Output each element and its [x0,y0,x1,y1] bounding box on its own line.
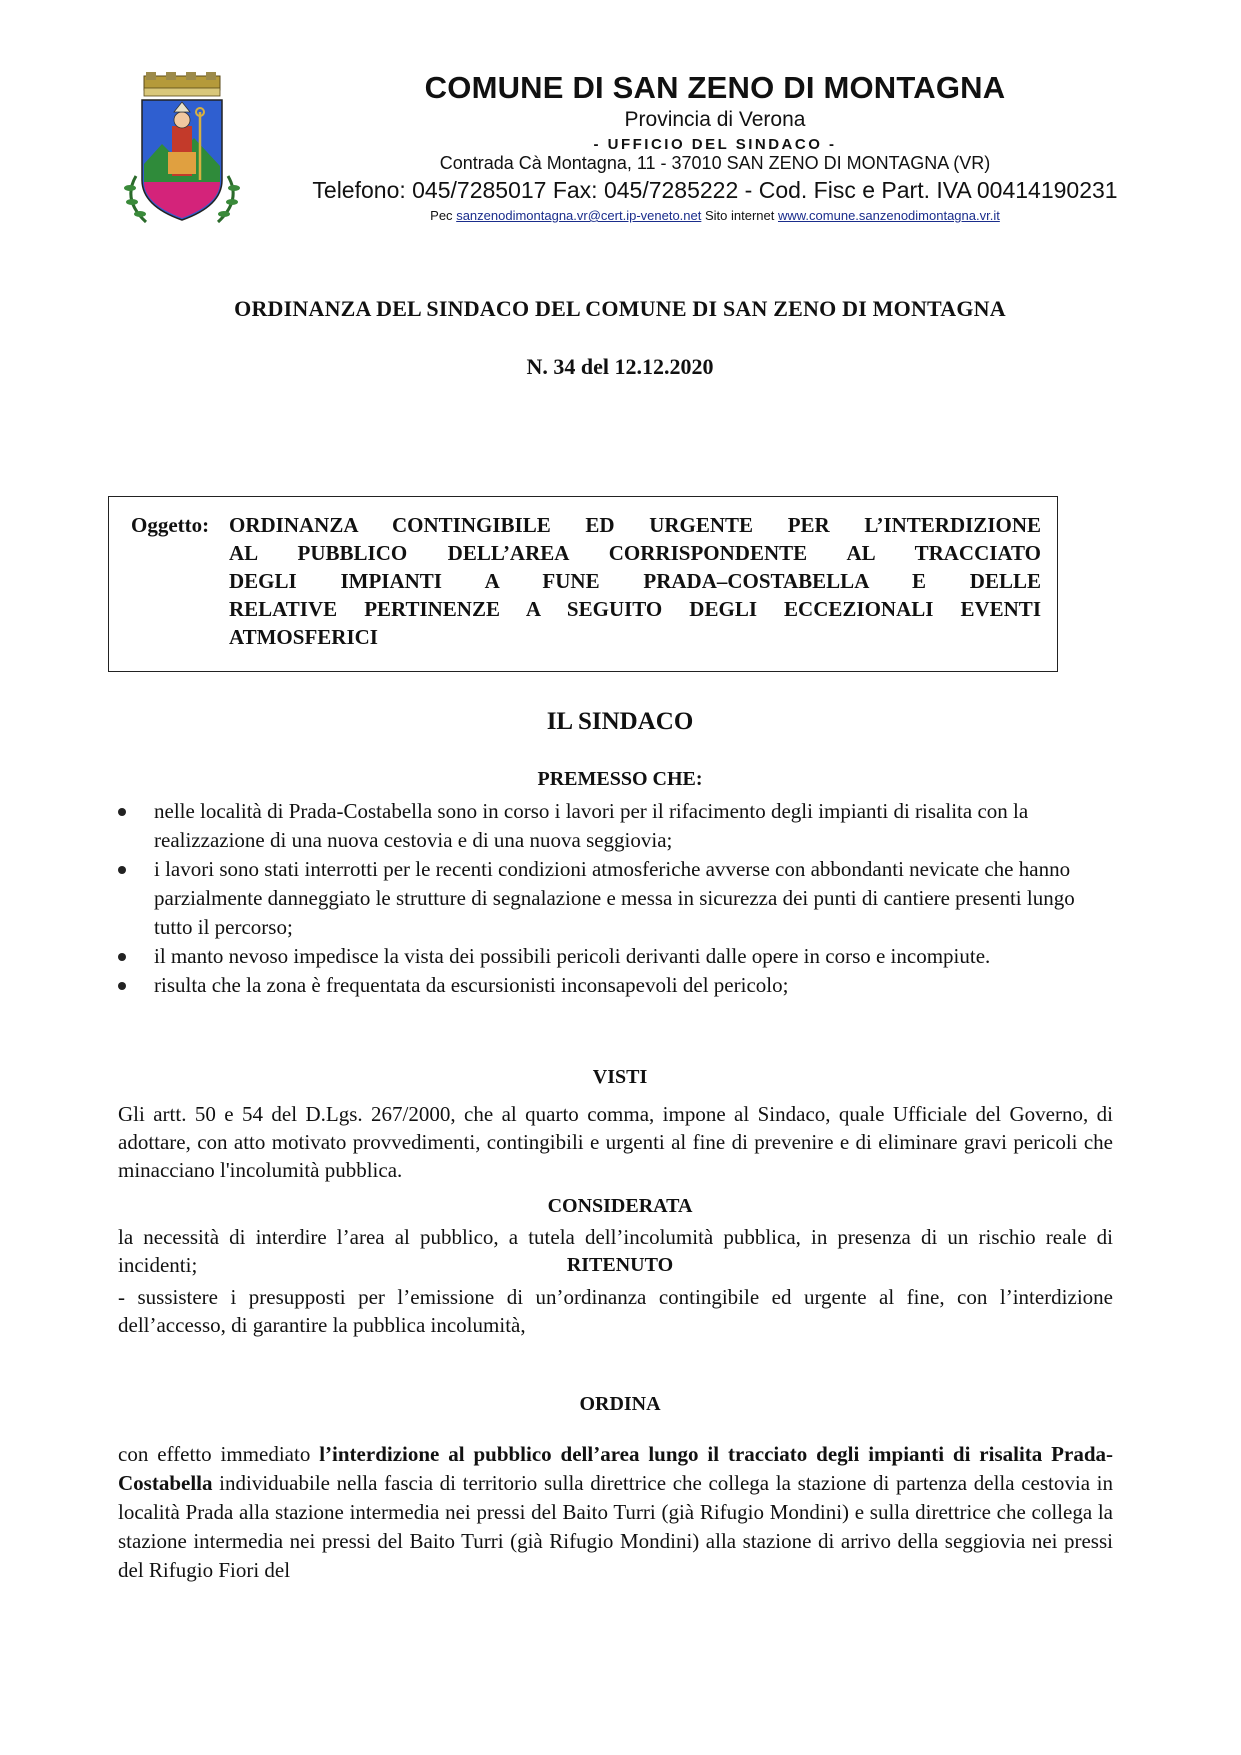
municipality-title: COMUNE DI SAN ZENO DI MONTAGNA [424,70,1006,105]
heading-considerata: CONSIDERATA [547,1195,693,1217]
ordina-intro: con effetto immediato [118,1442,311,1466]
ordina-rest: individuabile nella fascia di territorio sulla direttrice che collega la stazione di partenza della cestovia in località Prada alla stazione intermedia nei pressi del Baito Turri (già Rifugio Mondini) e sulla direttrice che collega la stazione intermedia nei pressi del Baito Turri (già Rifugio Mondini) alla stazione di arrivo della seggiovia nei pressi del Rifugio Fiori del [118,1471,1114,1582]
subject-label: Oggetto: [131,513,210,537]
list-item [112,855,1112,942]
visti-paragraph: Gli artt. 50 e 54 del D.Lgs. 267/2000, che al quarto comma, impone al Sindaco, quale Ufficiale del Governo, di adottare, con atto motivato provvedimenti, contingibili e urgenti al fine di prevenire e di eliminare gravi pericoli che minacciano l'incolumità pubblica. [118,1102,1113,1182]
heading-premesso: PREMESSO CHE: [537,768,703,790]
province-name: Provincia di Verona [624,108,806,131]
list-item [112,942,1112,971]
office-name: - UFFICIO DEL SINDACO - [593,136,837,153]
list-item [112,797,1112,855]
bullet-icon [118,953,126,961]
municipal-coat-of-arms-icon [116,72,248,230]
site-label: Sito internet [704,208,775,223]
pec-label: Pec [430,208,453,223]
office-address: Contrada Cà Montagna, 11 - 37010 SAN ZENO DI MONTAGNA (VR) [439,153,991,173]
ordinance-number: N. 34 del 12.12.2020 [526,354,714,379]
heading-ordina: ORDINA [579,1393,661,1415]
contact-links [300,208,1130,223]
heading-ritenuto: RITENUTO [566,1254,674,1276]
pec-link[interactable]: sanzenodimontagna.vr@cert.ip-veneto.net [456,208,702,223]
ordina-bold-text: l’interdizione al pubblico dell’area lungo il tracciato degli impianti di risalita Prada-Costabella [118,1442,1114,1495]
bullet-icon [118,982,126,990]
considerata-paragraph: la necessità di interdire l’area al pubblico, a tutela dell’incolumità pubblica, in presenza di un rischio reale di incidenti; [118,1225,1113,1277]
subject-line: ATMOSFERICI [229,625,378,649]
subject-line: DEGLI IMPIANTI A FUNE PRADA–COSTABELLA E DELLE [229,569,1041,593]
premesso-list [112,797,1112,1000]
list-item-text: i lavori sono stati interrotti per le recenti condizioni atmosferiche avverse con abbondanti nevicate che hanno parzialmente danneggiato le strutture di segnalazione e messa in sicurezza dei punti di cantiere presenti lungo tutto il percorso; [154,857,1075,939]
subject-line: RELATIVE PERTINENZE A SEGUITO DEGLI ECCEZIONALI EVENTI [229,597,1041,621]
list-item-text: il manto nevoso impedisce la vista dei possibili pericoli derivanti dalle opere in corso e incompiute. [154,944,991,968]
subject-box [108,496,1058,672]
bullet-icon [118,808,126,816]
list-item-text: nelle località di Prada-Costabella sono in corso i lavori per il rifacimento degli impianti di risalita con la realizzazione di una nuova cestovia e di una nuova seggiovia; [154,799,1029,852]
ritenuto-paragraph: - sussistere i presupposti per l’emissione di un’ordinanza contingibile ed urgente al fine, con l’interdizione dell’accesso, di garantire la pubblica incolumità, [118,1285,1113,1337]
list-item-text: risulta che la zona è frequentata da escursionisti inconsapevoli del pericolo; [154,973,789,997]
subject-line: ORDINANZA CONTINGIBILE ED URGENTE PER L’INTERDIZIONE [229,513,1041,537]
phone-fax-vat: Telefono: 045/7285017 Fax: 045/7285222 - Cod. Fisc e Part. IVA 00414190231 [312,177,1118,203]
heading-il-sindaco: IL SINDACO [546,708,694,735]
bullet-icon [118,866,126,874]
ordinance-title: ORDINANZA DEL SINDACO DEL COMUNE DI SAN ZENO DI MONTAGNA [234,296,1006,321]
ordina-paragraph [118,1440,1113,1585]
heading-visti: VISTI [592,1066,648,1088]
subject-line: AL PUBBLICO DELL’AREA CORRISPONDENTE AL TRACCIATO [229,541,1041,565]
list-item [112,971,1112,1000]
website-link[interactable]: www.comune.sanzenodimontagna.vr.it [777,208,1000,223]
